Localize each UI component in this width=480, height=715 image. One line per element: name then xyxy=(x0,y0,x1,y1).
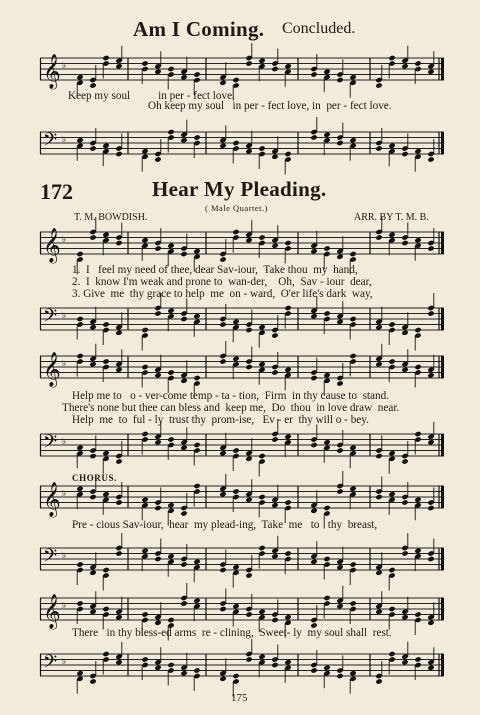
note-chord xyxy=(193,442,200,466)
svg-text:♭: ♭ xyxy=(62,657,67,667)
note-chord xyxy=(401,533,408,557)
note-chord xyxy=(193,667,200,691)
note-chord xyxy=(102,450,109,474)
chorus-lyric-line-2: There in thy bless-ed arms re - clining, Sweet- ly my soul shall rest. xyxy=(72,627,392,639)
note-chord xyxy=(141,148,148,172)
system4-treble-staff xyxy=(40,594,444,628)
note-chord xyxy=(349,670,356,694)
note-chord xyxy=(349,316,356,340)
system4-bass-staff xyxy=(40,650,444,684)
note-chord xyxy=(271,49,278,73)
note-chord xyxy=(245,347,252,371)
system1-treble-staff xyxy=(40,228,444,262)
top-hymn-subtitle: Concluded. xyxy=(282,20,356,37)
note-chord xyxy=(167,66,174,90)
note-chord xyxy=(167,662,174,686)
note-chord xyxy=(102,321,109,345)
note-chord xyxy=(414,611,421,635)
note-chord xyxy=(388,606,395,630)
treble-clef-icon: 𝄞 xyxy=(43,594,61,629)
note-chord xyxy=(336,123,343,147)
note-chord xyxy=(323,556,330,580)
note-chord xyxy=(180,299,187,323)
bass-clef-icon: 𝄢 xyxy=(43,306,58,331)
note-chord xyxy=(219,341,226,365)
hymn-title: Hear My Pleading. xyxy=(152,177,327,201)
note-chord xyxy=(284,151,291,175)
svg-text:♭: ♭ xyxy=(62,489,67,499)
treble-clef-icon: 𝄞 xyxy=(43,352,61,387)
note-chord xyxy=(414,364,421,388)
svg-text:♭: ♭ xyxy=(62,601,67,611)
note-chord xyxy=(115,223,122,247)
system1-verse-1: 1. I feel my need of thee, dear Sav-iour, Take thou my hand, xyxy=(72,264,358,276)
note-chord xyxy=(232,447,239,471)
note-chord xyxy=(245,43,252,67)
svg-text:♭: ♭ xyxy=(62,359,67,369)
note-chord xyxy=(258,494,265,518)
note-chord xyxy=(284,240,291,264)
chorus-treble-staff xyxy=(40,482,444,516)
arranger-credit: ARR. BY T. M. B. xyxy=(354,212,429,223)
svg-text:♭: ♭ xyxy=(62,235,67,245)
note-chord xyxy=(180,583,187,607)
note-chord xyxy=(258,453,265,477)
system2-treble-staff xyxy=(40,352,444,386)
note-chord xyxy=(401,223,408,247)
note-chord xyxy=(414,327,421,351)
chorus-label: CHORUS. xyxy=(72,473,117,483)
top-lyric-line-2: Oh keep my soul in per - fect love, in per - fect love. xyxy=(148,100,392,112)
note-chord xyxy=(232,140,239,164)
note-chord xyxy=(102,567,109,591)
note-chord xyxy=(349,74,356,98)
note-chord xyxy=(271,645,278,669)
top-bass-staff xyxy=(40,128,444,162)
note-chord xyxy=(232,564,239,588)
system1-bass-staff xyxy=(40,304,444,338)
treble-clef-icon: 𝄞 xyxy=(43,54,61,89)
hymn-number: 172 xyxy=(40,179,73,204)
top-hymn-title: Am I Coming. xyxy=(133,17,265,41)
system1-verse-2: 2. I know I'm weak and prone to wan-der, Oh, Sav - iour dear, xyxy=(72,276,372,288)
note-chord xyxy=(76,316,83,340)
note-chord xyxy=(245,639,252,663)
bass-clef-icon: 𝄢 xyxy=(43,130,58,155)
note-chord xyxy=(336,471,343,495)
system2-bass-staff xyxy=(40,430,444,464)
chorus-bass-staff xyxy=(40,544,444,578)
treble-clef-icon: 𝄞 xyxy=(43,482,61,517)
note-chord xyxy=(388,321,395,345)
note-chord xyxy=(349,561,356,585)
svg-text:♭: ♭ xyxy=(62,437,67,447)
svg-text:♭: ♭ xyxy=(62,61,67,71)
note-chord xyxy=(76,670,83,694)
note-chord xyxy=(115,533,122,557)
note-chord xyxy=(310,425,317,449)
arrangement-note: ( Male Quartet.) xyxy=(205,203,268,213)
note-chord xyxy=(388,567,395,591)
chorus-lyric-line-1: Pre - cious Sav-iour, hear my plead-ing, Take me to thy breast, xyxy=(72,519,378,531)
note-chord xyxy=(414,148,421,172)
note-chord xyxy=(154,539,161,563)
note-chord xyxy=(102,606,109,630)
system2-verse-1: Help me to o - ver-come temp - ta - tion, Firm in thy cause to stand. xyxy=(72,390,389,402)
bass-clef-icon: 𝄢 xyxy=(43,652,58,677)
note-chord xyxy=(427,539,434,563)
note-chord xyxy=(141,364,148,388)
svg-text:♭: ♭ xyxy=(62,135,67,145)
system2-verse-3: Help me to ful - ly trust thy prom-ise, Ev - er thy will o - bey. xyxy=(72,414,369,426)
note-chord xyxy=(310,117,317,141)
bass-clef-icon: 𝄢 xyxy=(43,546,58,571)
top-treble-staff xyxy=(40,54,444,88)
svg-text:♭: ♭ xyxy=(62,311,67,321)
svg-text:♭: ♭ xyxy=(62,551,67,561)
note-chord xyxy=(427,293,434,317)
treble-clef-icon: 𝄞 xyxy=(43,228,61,263)
system2-verse-2: There's none but thee can bless and keep me, Do thou in love draw near. xyxy=(62,402,400,414)
author-credit: T. M. BOWDISH. xyxy=(74,212,148,223)
note-chord xyxy=(258,324,265,348)
note-chord xyxy=(375,477,382,501)
system1-verse-3: 3. Give me thy grace to help me on - ward, O'er life's dark way, xyxy=(72,288,373,300)
note-chord xyxy=(388,450,395,474)
bass-clef-icon: 𝄢 xyxy=(43,432,58,457)
note-chord xyxy=(141,327,148,351)
note-chord xyxy=(76,561,83,585)
note-chord xyxy=(219,589,226,613)
note-chord xyxy=(258,145,265,169)
top-lyric-line-1: Keep my soul in per - fect love. xyxy=(68,90,235,102)
page-number: 175 xyxy=(231,692,248,704)
